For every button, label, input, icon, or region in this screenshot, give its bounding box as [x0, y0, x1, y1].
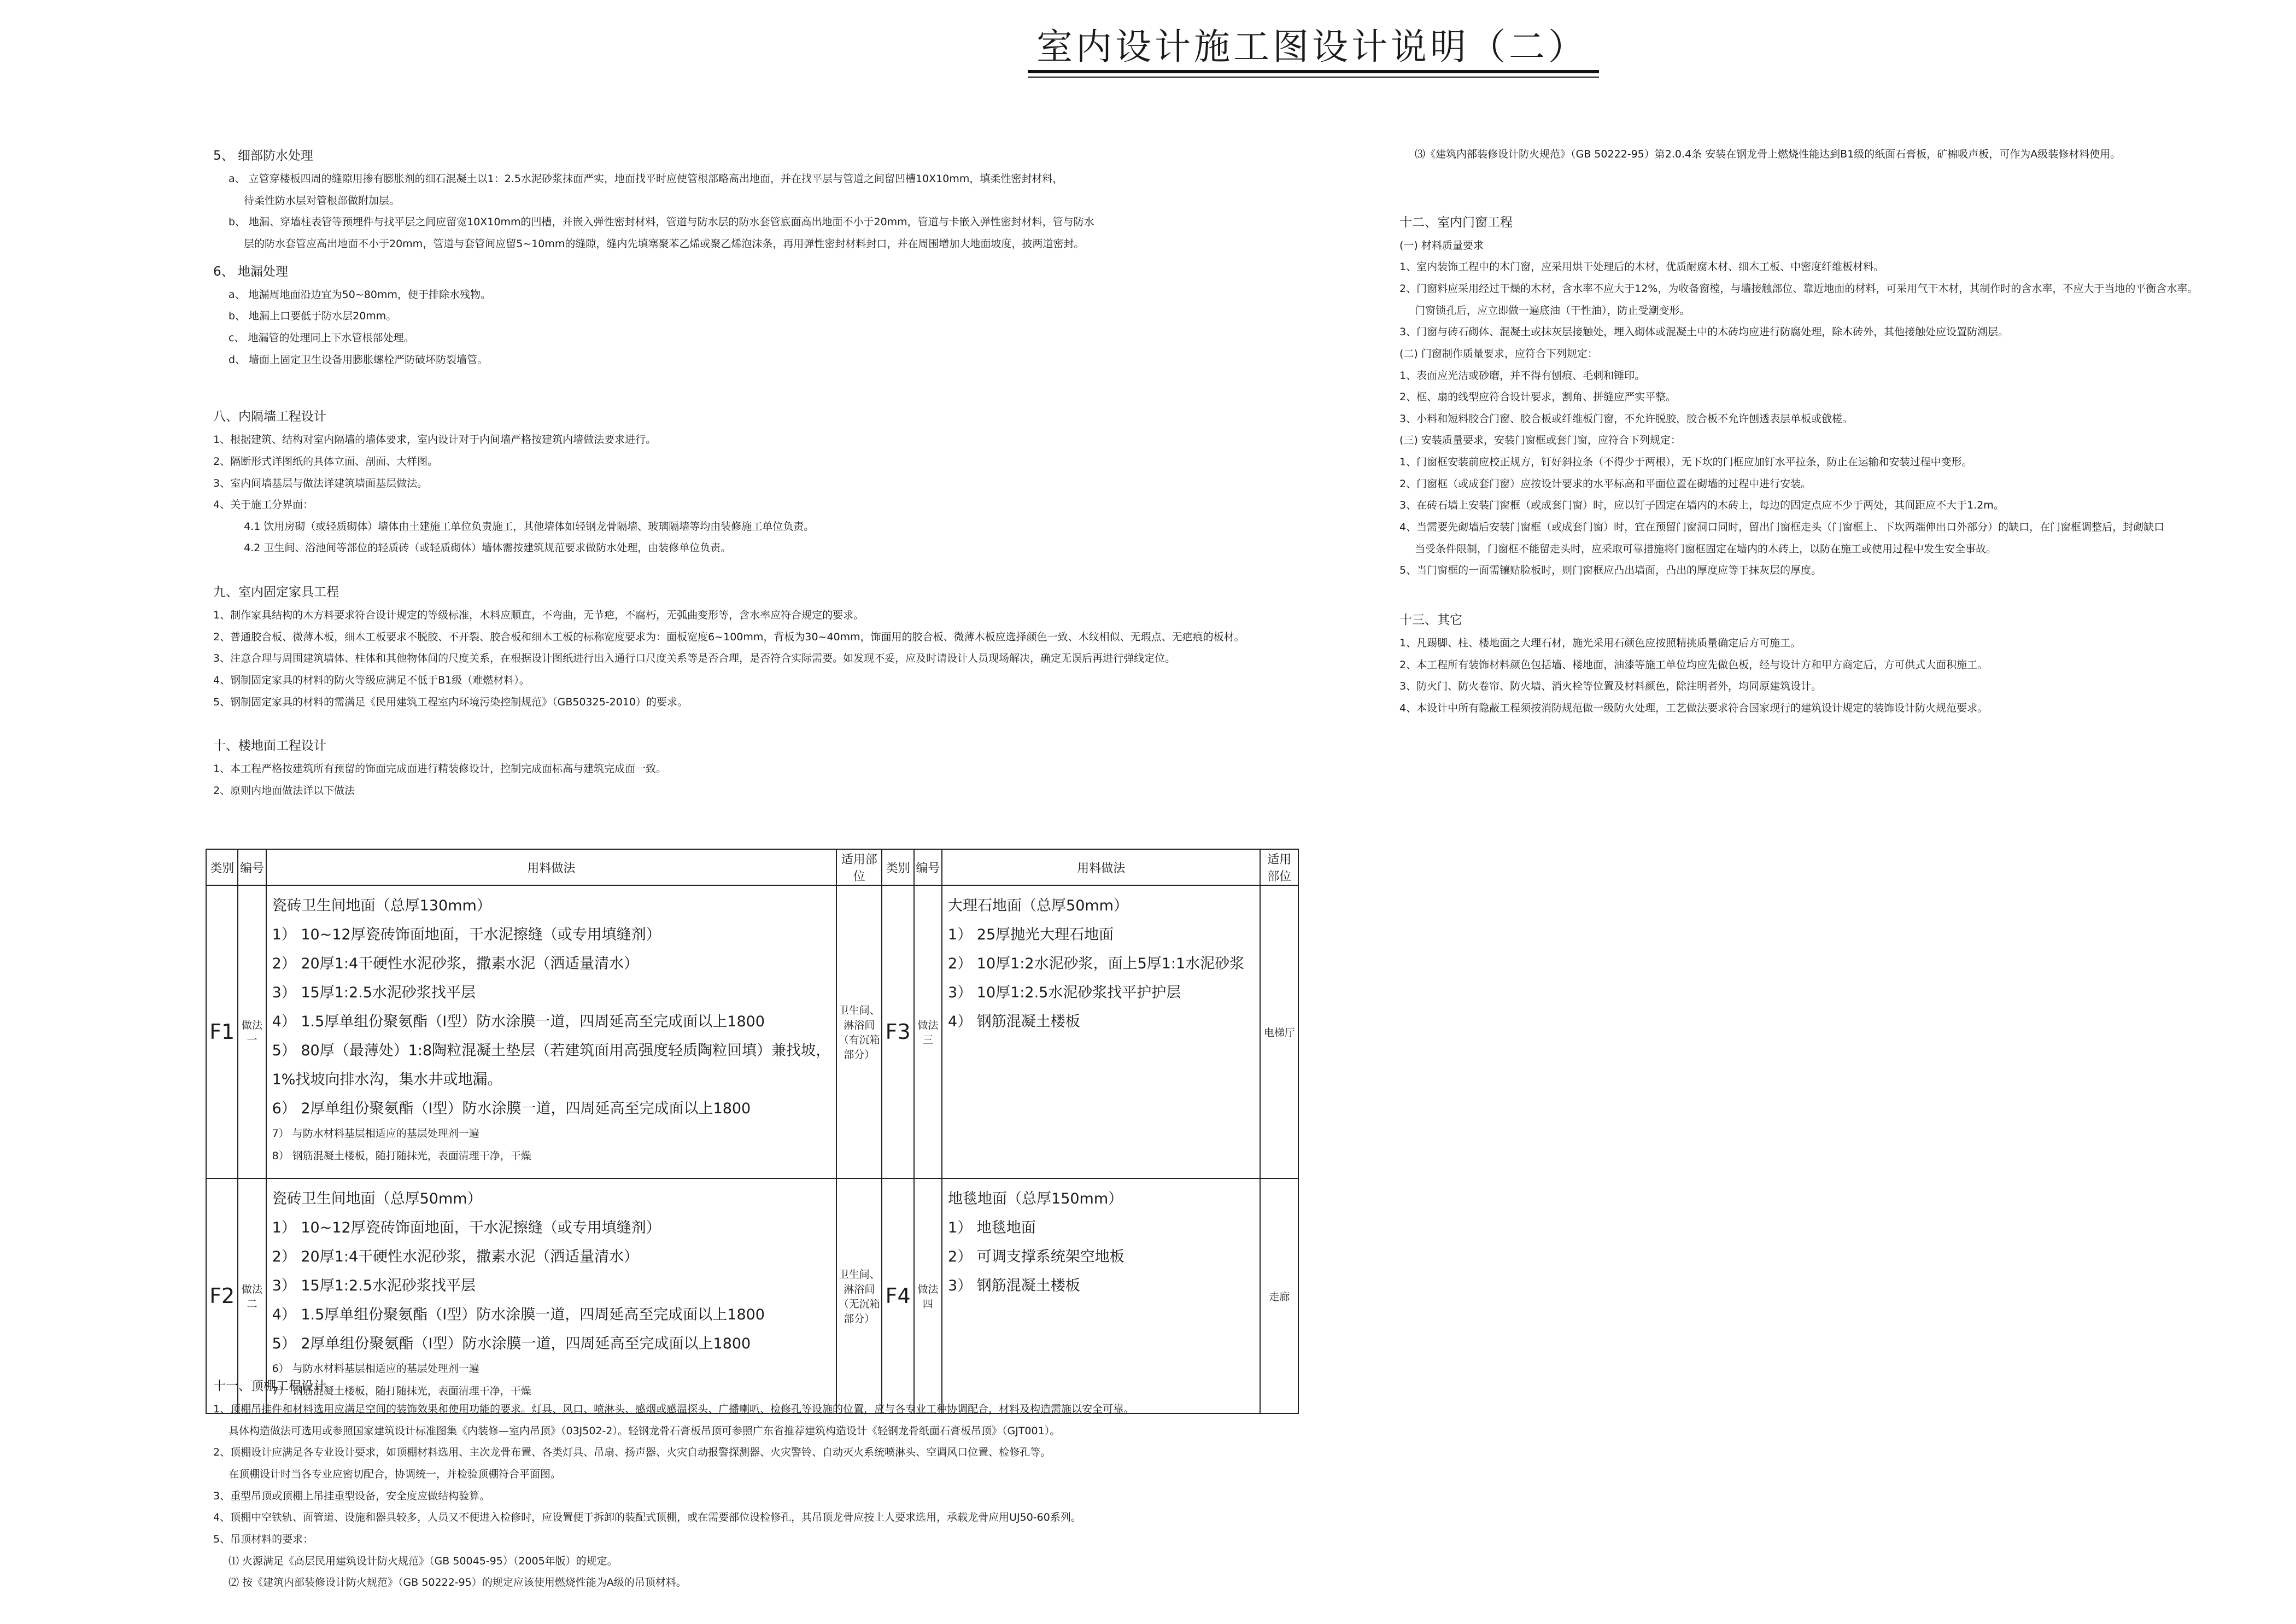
- paragraph: 4、当需要先砌墙后安装门窗框（或成套门窗）时，宜在预留门窗洞口同时，留出门窗框走头（门窗框上、下坎两端伸出口外部分）的缺口，在门窗框调整后，封砌缺口: [1399, 521, 2165, 534]
- material-line: 4） 1.5厚单组份聚氨酯（I型）防水涂膜一道，四周延高至完成面以上1800: [272, 1306, 765, 1323]
- material-line: 1） 地毯地面: [948, 1219, 1036, 1236]
- usage-cell: [1260, 885, 1298, 1178]
- section-8: [213, 408, 1296, 556]
- paragraph: ⑶《建筑内部装修设计防火规范》（GB 50222-95）第2.0.4条 安装在钢龙骨上燃烧性能达到B1级的纸面石膏板，矿棉吸声板，可作为A级装修材料使用。: [1415, 148, 2121, 160]
- paragraph: 2、门窗框（或成套门窗）应按设计要求的水平标高和平面位置在砌墙的过程中进行安装。: [1399, 477, 1812, 490]
- material-title: 瓷砖卫生间地面（总厚130mm）: [272, 897, 491, 914]
- code-cell: 做法一: [238, 885, 266, 1178]
- material-line: 1） 10~12厚瓷砖饰面地面，干水泥擦缝（或专用填缝剂）: [272, 926, 661, 943]
- paragraph: 2、普通胶合板、微薄木板，细木工板要求不脱胶、不开裂、胶合板和细木工板的标称宽度要求为：面板宽度6~100mm，背板为30~40mm，饰面用的胶合板、微薄木板应选择颜色一致、木纹相似、无瑕点、无疤痕的板材。: [213, 630, 1245, 643]
- section-heading: 5、 细部防水处理: [213, 149, 313, 163]
- paragraph: 1、制作家具结构的木方料要求符合设计规定的等级标准，木料应顺直，不弯曲，无节疤，不腐朽，无弧曲变形等，含水率应符合规定的要求。: [213, 609, 864, 622]
- material-line: 6） 与防水材料基层相适应的基层处理剂一遍: [272, 1363, 479, 1375]
- title-underline-thin: [1028, 77, 1599, 78]
- usage-line: （有沉箱部分）: [838, 1034, 880, 1061]
- paragraph: 2、本工程所有装饰材料颜色包括墙、楼地面，油漆等施工单位均应先做色板，经与设计方和甲方商定后，方可供式大面积施工。: [1399, 658, 1988, 671]
- subheading: (一) 材料质量要求: [1399, 239, 1484, 252]
- paragraph: 3、门窗与砖石砌体、混凝土或抹灰层接触处，埋入砌体或混凝土中的木砖均应进行防腐处理，除木砖外，其他接触处应设置防潮层。: [1399, 326, 2009, 338]
- material-line: 3） 钢筋混凝土楼板: [948, 1277, 1080, 1294]
- title-underline-thick: [1028, 70, 1599, 73]
- paragraph: 1、本工程严格按建筑所有预留的饰面完成面进行精装修设计，控制完成面标高与建筑完成面一致。: [213, 763, 667, 775]
- material-line: 4） 1.5厚单组份聚氨酯（I型）防水涂膜一道，四周延高至完成面以上1800: [272, 1013, 765, 1030]
- usage-line: 卫生间、淋浴间: [838, 1004, 880, 1031]
- paragraph: 1、门窗框安装前应校正规方，钉好斜拉条（不得少于两根），无下坎的门框应加钉水平拉条，防止在运输和安装过程中变形。: [1399, 456, 1972, 469]
- category-cell: F3: [882, 885, 913, 1178]
- column-header: 编号: [914, 849, 942, 885]
- paragraph: 具体构造做法可选用或参照国家建筑设计标准图集《内装修—室内吊顶》（03J502-2）。轻钢龙骨石膏板吊顶可参照广东省推荐建筑构造设计《轻钢龙骨纸面石膏板吊顶》（GJT001）。: [229, 1424, 1061, 1437]
- usage-line: 走廊: [1269, 1290, 1290, 1303]
- paragraph: 4、钢制固定家具的材料的防火等级应满足不低于B1级（难燃材料）。: [213, 674, 530, 687]
- page-title: 室内设计施工图设计说明（二）: [1036, 26, 1588, 68]
- column-header: 类别: [206, 849, 238, 885]
- paragraph: 4.1 饮用房砌（或轻质砌体）墙体由土建施工单位负责施工，其他墙体如轻钢龙骨隔墙、玻璃隔墙等均由装修施工单位负责。: [244, 520, 815, 533]
- paragraph: 门窗锁孔后，应立即做一遍底油（干性油），防止受潮变形。: [1415, 304, 1690, 317]
- material-line: 5） 80厚（最薄处）1:8陶粒混凝土垫层（若建筑面用高强度轻质陶粒回填）兼找坡，: [272, 1042, 831, 1059]
- material-line: 3） 15厚1:2.5水泥砂浆找平层: [272, 984, 476, 1001]
- subheading: (二) 门窗制作质量要求，应符合下列规定：: [1399, 347, 1598, 360]
- paragraph: 4、顶棚中空铁轨、面管道、设施和器具较多，人员又不便进入检修时，应设置便于拆卸的装配式顶棚，或在需要部位设检修孔，其吊顶龙骨应按上人要求选用，承载龙骨应用UJ50-60系列。: [213, 1511, 1081, 1524]
- material-title: 大理石地面（总厚50mm）: [948, 897, 1128, 914]
- paragraph: 2、顶棚设计应满足各专业设计要求，如顶棚材料选用、主次龙骨布置、各类灯具、吊扇、扬声器、火灾自动报警探测器、火灾警铃、自动灭火系统喷淋头、空调风口位置、检修孔等。: [213, 1446, 1051, 1459]
- material-line: 2） 20厚1:4干硬性水泥砂浆，撒素水泥（洒适量清水）: [272, 955, 639, 972]
- section-heading: 十二、室内门窗工程: [1399, 215, 1513, 230]
- paragraph: 5、钢制固定家具的材料的需满足《民用建筑工程室内环境污染控制规范》（GB50325-2010）的要求。: [213, 696, 688, 708]
- table-row: [206, 885, 1298, 1178]
- table-header-row: [206, 849, 1298, 885]
- material-cell: [266, 885, 837, 1178]
- material-line: 3） 10厚1:2.5水泥砂浆找平护护层: [948, 984, 1181, 1001]
- paragraph: 3、防火门、防火卷帘、防火墙、消火栓等位置及材料颜色，除注明者外，均同原建筑设计。: [1399, 680, 1822, 693]
- material-line: 3） 15厚1:2.5水泥砂浆找平层: [272, 1277, 476, 1294]
- section-heading: 十三、其它: [1399, 612, 1462, 627]
- column-header: 用料做法: [266, 849, 837, 885]
- material-title: 瓷砖卫生间地面（总厚50mm）: [272, 1190, 482, 1207]
- column-header: 适用部位: [1260, 849, 1298, 885]
- material-line: 2） 10厚1:2水泥砂浆，面上5厚1:1水泥砂浆: [948, 955, 1245, 972]
- column-header: 编号: [238, 849, 266, 885]
- section-10: [213, 738, 1296, 798]
- paragraph: 4.2 卫生间、浴池间等部位的轻质砖（或轻质砌体）墙体需按建筑规范要求做防水处理，由装修单位负责。: [244, 542, 731, 554]
- code-cell: 做法二: [238, 1178, 266, 1413]
- usage-line: 电梯厅: [1263, 1026, 1295, 1039]
- section-6: [213, 264, 1296, 367]
- category-cell: F1: [206, 885, 238, 1178]
- paragraph: c、 地漏管的处理同上下水管根部处理。: [229, 331, 414, 344]
- material-title: 地毯地面（总厚150mm）: [948, 1190, 1123, 1207]
- section-13: [1399, 612, 2181, 716]
- paragraph: 5、当门窗框的一面需镶贴脸板时，则门窗框应凸出墙面，凸出的厚度应等于抹灰层的厚度。: [1399, 564, 1822, 577]
- column-header: 类别: [882, 849, 913, 885]
- paragraph: 3、室内间墙基层与做法详建筑墙面基层做法。: [213, 477, 428, 489]
- section-heading: 6、 地漏处理: [213, 264, 288, 279]
- column-header: 适用部位: [836, 849, 882, 885]
- section-heading: 十、楼地面工程设计: [213, 739, 326, 753]
- paragraph: 1、顶棚吊挂件和材料选用应满足空间的装饰效果和使用功能的要求。灯具、风口、喷淋头、感烟或感温探头、广播喇叭、检修孔等设施的位置，应与各专业工种协调配合，材料及构造需施以安全可靠。: [213, 1403, 1134, 1416]
- code-cell: 做法三: [914, 885, 942, 1178]
- paragraph: b、 地漏、穿墙柱表管等预埋件与找平层之间应留宽10X10mm的凹槽，并嵌入弹性密封材料，管道与防水层的防水套管底面高出地面不小于20mm，管道与卡嵌入弹性密封材料，管与防水: [229, 216, 1094, 229]
- paragraph: 3、重型吊顶或顶棚上吊挂重型设备，安全度应做结构验算。: [213, 1489, 490, 1502]
- material-line: 8） 钢筋混凝土楼板，随打随抹光，表面清理干净，干燥: [272, 1150, 531, 1162]
- paragraph: 1、表面应光洁或砂磨，并不得有刨痕、毛刺和锤印。: [1399, 369, 1645, 382]
- right-column: [1399, 148, 2198, 723]
- usage-cell: [836, 885, 882, 1178]
- paragraph: 当受条件限制，门窗框不能留走头时，应采取可靠措施将门窗框固定在墙内的木砖上，以防在施工或使用过程中发生安全事故。: [1415, 542, 1997, 555]
- code-cell: 做法四: [914, 1178, 942, 1413]
- column-header: 用料做法: [942, 849, 1260, 885]
- paragraph: 2、框、扇的线型应符合设计要求，割角、拼缝应严实平整。: [1399, 391, 1677, 404]
- paragraph: 在顶棚设计时当各专业应密切配合，协调统一，并检验顶棚符合平面图。: [229, 1468, 561, 1480]
- section-9: [213, 584, 1296, 709]
- section-heading: 八、内隔墙工程设计: [213, 410, 326, 424]
- usage-line: 卫生间、淋浴间: [838, 1269, 880, 1295]
- section-5: [213, 148, 1296, 252]
- material-line: 1%找坡向排水沟，集水井或地漏。: [272, 1071, 502, 1088]
- paragraph: 4、本设计中所有隐蔽工程须按消防规范做一级防火处理，工艺做法要求符合国家现行的建筑设计规定的装饰设计防火规范要求。: [1399, 702, 1988, 714]
- material-cell: [942, 885, 1260, 1178]
- paragraph: a、 地漏周地面沿边宜为50~80mm，便于排除水残物。: [229, 288, 491, 301]
- paragraph: 4、关于施工分界面：: [213, 499, 314, 511]
- paragraph: 5、吊顶材料的要求：: [213, 1533, 314, 1545]
- usage-line: （无沉箱部分）: [838, 1298, 880, 1325]
- paragraph: 1、室内装饰工程中的木门窗，应采用烘干处理后的木材，优质耐腐木材、细木工板、中密度纤维板材料。: [1399, 261, 1884, 273]
- section-heading: 十一、顶棚工程设计: [213, 1379, 326, 1393]
- paragraph: 1、凡踢脚、柱、楼地面之大理石材，施光采用石颜色应按照精挑质量确定后方可施工。: [1399, 636, 1801, 649]
- paragraph: 层的防水套管应高出地面不小于20mm，管道与套管间应留5~10mm的缝隙，缝内先填塞聚苯乙烯或聚乙烯泡沫条，再用弹性密封材料封口，并在周围增加大地面坡度，披两道密封。: [244, 237, 1085, 250]
- material-line: 1） 25厚抛光大理石地面: [948, 926, 1114, 943]
- paragraph: a、 立管穿楼板四周的缝隙用掺有膨胀剂的细石混凝土以1：2.5水泥砂浆抹面严实，地面找平时应使管根部略高出地面，并在找平层与管道之间留凹槽10X10mm，填柔性密封材料，: [229, 173, 1063, 185]
- subheading: (三) 安装质量要求，安装门窗框或套门窗，应符合下列规定：: [1399, 434, 1681, 447]
- floor-finish-table: [206, 849, 1299, 1414]
- paragraph: 3、小料和短料胶合门窗、胶合板或纤维板门窗，不允许脱胶，胶合板不允许刨透表层单板或戗槎。: [1399, 412, 1853, 425]
- category-cell: F2: [206, 1178, 238, 1413]
- material-line: 7） 与防水材料基层相适应的基层处理剂一遍: [272, 1128, 479, 1140]
- category-cell: F4: [882, 1178, 913, 1413]
- material-line: 7） 钢筋混凝土楼板，随打随抹光，表面清理干净，干燥: [272, 1385, 531, 1397]
- material-line: 6） 2厚单组份聚氨酯（I型）防水涂膜一道，四周延高至完成面以上1800: [272, 1100, 751, 1117]
- paragraph: 3、注意合理与周围建筑墙体、柱体和其他物体间的尺度关系，在根据设计图纸进行出入通行口尺度关系等是否合理，是否符合实际需要。如发现不妥，应及时请设计人员现场解决，确定无误后再进行弹线定位。: [213, 652, 1176, 665]
- material-line: 2） 20厚1:4干硬性水泥砂浆，撒素水泥（洒适量清水）: [272, 1248, 639, 1265]
- paragraph: 3、在砖石墙上安装门窗框（或成套门窗）时，应以钉子固定在墙内的木砖上，每边的固定点应不少于两处，其间距应不大于1.2m。: [1399, 499, 2004, 512]
- paragraph: 2、原则内地面做法详以下做法: [213, 785, 355, 797]
- paragraph: 待柔性防水层对管根部做附加层。: [244, 194, 400, 207]
- material-line: 4） 钢筋混凝土楼板: [948, 1013, 1080, 1030]
- paragraph: 2、隔断形式详图纸的具体立面、剖面、大样图。: [213, 455, 438, 468]
- material-line: 2） 可调支撑系统架空地板: [948, 1248, 1124, 1265]
- section-11: [213, 1378, 1296, 1598]
- paragraph: ⑵ 按《建筑内部装修设计防火规范》（GB 50222-95）的规定应该使用燃烧性能为A级的吊顶材料。: [229, 1576, 687, 1589]
- paragraph: 2、门窗料应采用经过干燥的木材，含水率不应大于12%，为收备窗樘，与墙接触部位、靠近地面的材料，可采用气干木材，其制作时的含水率，不应大于当地的平衡含水率。: [1399, 282, 2198, 295]
- paragraph: 1、根据建筑、结构对室内隔墙的墙体要求，室内设计对于内间墙严格按建筑内墙做法要求进行。: [213, 434, 657, 446]
- paragraph: ⑴ 火源满足《高层民用建筑设计防火规范》（GB 50045-95）（2005年版）的规定。: [229, 1555, 618, 1567]
- section-heading: 九、室内固定家具工程: [213, 585, 339, 600]
- left-column: [213, 148, 1296, 806]
- section-12: [1399, 214, 2198, 578]
- paragraph: b、 地漏上口要低于防水层20mm。: [229, 310, 397, 323]
- paragraph: d、 墙面上固定卫生设备用膨胀螺栓严防破坏防裂墙管。: [229, 353, 488, 366]
- material-line: 5） 2厚单组份聚氨酯（I型）防水涂膜一道，四周延高至完成面以上1800: [272, 1335, 751, 1352]
- material-line: 1） 10~12厚瓷砖饰面地面，干水泥擦缝（或专用填缝剂）: [272, 1219, 661, 1236]
